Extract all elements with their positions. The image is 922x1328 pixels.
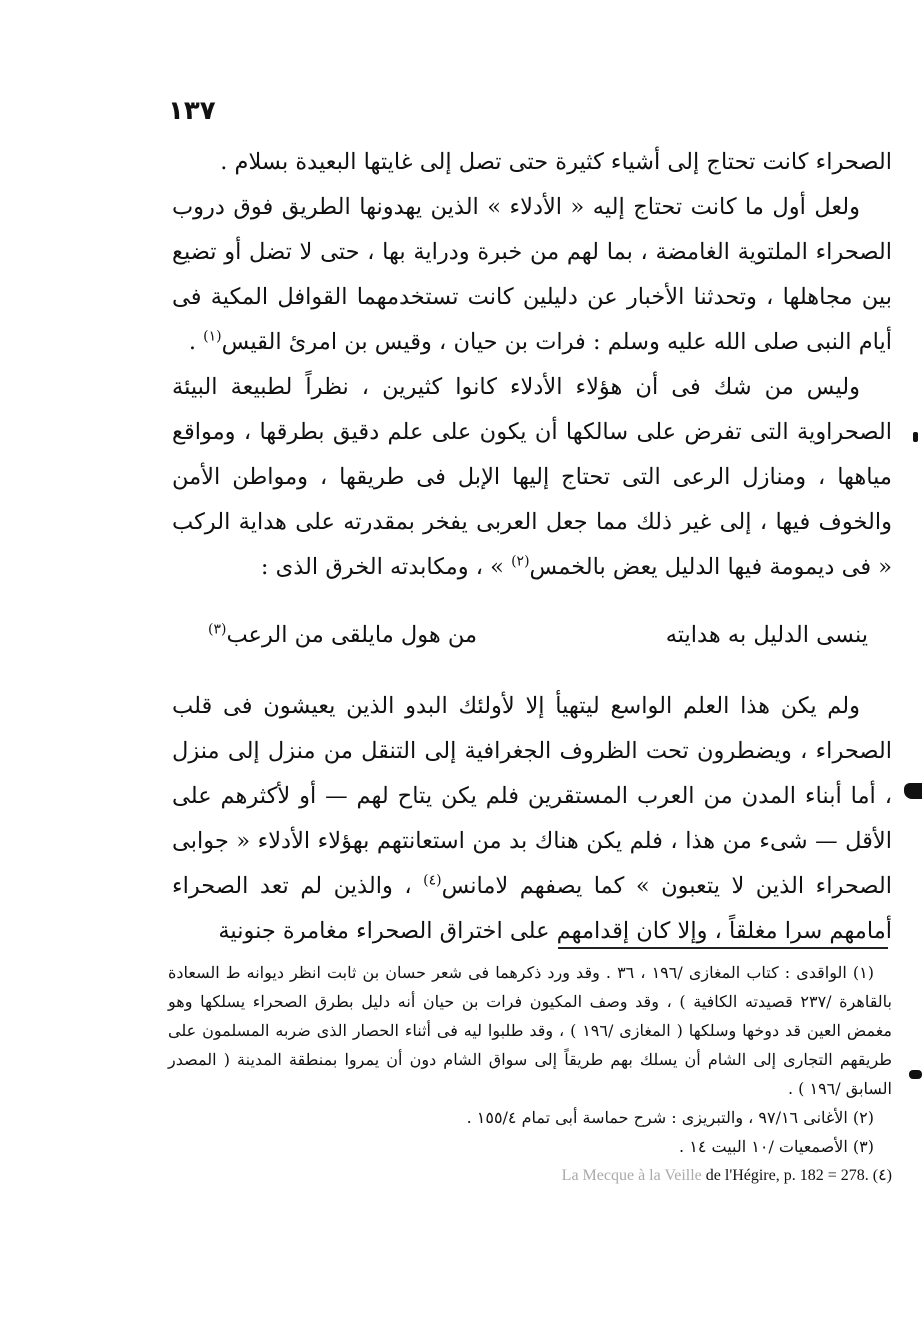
poem-hemistich-first: ينسى الدليل به هدايته	[665, 622, 868, 648]
scan-edge-mark	[909, 1070, 922, 1079]
footnote-item: (١) الواقدى : كتاب المغازى /١٩٦ ، ٣٦ . وقد ورد ذكرهما فى شعر حسان بن ثابت انظر ديوانه ط السعادة بالقاهرة /٢٣٧ قصيدته الكافية ) ، وقد وصف المكيون فرات بن حيان أنه دليل بطرق الصحراء يسلكها وهو مغمض العين قد دوخها وسلكها ( المغازى /١٩٦ ) ، وقد طلبوا ليه فى أثناء الحصار الذى ضربه المسلمون على طريقهم التجارى إلى الشام أن يسلك بهم طريقاً إلى سواق الشام دون أن يمروا بمنطقة المدينة ( المصدر السابق /١٩٦ ) .	[168, 963, 893, 1098]
paragraph: الصحراء كانت تحتاج إلى أشياء كثيرة حتى تصل إلى غايتها البعيدة بسلام .	[220, 149, 892, 175]
footnotes	[168, 958, 892, 1190]
paragraph: وليس من شك فى أن هؤلاء الأدلاء كانوا كثيرين ، نظراً لطبيعة البيئة الصحراوية التى تفرض على سالكها أن يكون على علم دقيق بطرقها ، ومواقع مياهها ، ومنازل الرعى التى تحتاج إليها الإبل فى طريقها ، ومواطن الأمن والخوف فيها ، إلى غير ذلك مما جعل العربى يفخر بمقدرته على هداية الركب « فى ديمومة فيها الدليل يعض بالخمس$^{(٢)}$ » ، ومكابدته الخرق الذى :	[172, 374, 892, 580]
poem-hemistich-second: من هول مايلقى من الرعب$^{(٣)}$	[208, 621, 478, 648]
footnote-ref: (٢)	[511, 553, 530, 570]
body-text-upper	[172, 140, 892, 590]
footnote-item: (٣) الأصمعيات /١٠ البيت ١٤ .	[679, 1137, 874, 1156]
footnote-ref: (٤)	[423, 872, 442, 889]
body-text-lower	[172, 684, 892, 954]
scan-edge-mark	[904, 783, 922, 799]
scan-edge-mark	[913, 432, 918, 442]
footnote-item-latin: La Mecque à la Veille de l'Hégire, p. 182 = 278. (٤)	[561, 1167, 892, 1184]
paragraph: ولم يكن هذا العلم الواسع ليتهيأ إلا لأولئك البدو الذين يعيشون فى قلب الصحراء ، ويضطرون تحت الظروف الجغرافية إلى التنقل من منزل إلى منزل ، أما أبناء المدن من العرب المستقرين فلم يكن يتاح لهم — أو لأكثرهم على الأقل — شىء من هذا ، فلم يكن هناك بد من استعانتهم بهؤلاء الأدلاء « جوابى الصحراء الذين لا يتعبون » كما يصفهم لامانس$^{(٤)}$ ، والذين لم تعد الصحراء أمامهم سرا مغلقاً ، وإلا كان إقدامهم على اختراق الصحراء مغامرة جنونية	[172, 693, 893, 944]
poem-verse	[208, 614, 868, 658]
paragraph: ولعل أول ما كانت تحتاج إليه « الأدلاء » الذين يهدونها الطريق فوق دروب الصحراء الملتوية الغامضة ، بما لهم من خبرة ودراية بها ، حتى لا تضل أو تضيع بين مجاهلها ، وتحدثنا الأخبار عن دليلين كانت تستخدمهما القوافل المكية فى أيام النبى صلى الله عليه وسلم : فرات بن حيان ، وقيس بن امرئ القيس$^{(١)}$ .	[172, 194, 892, 355]
footnote-divider	[558, 947, 888, 949]
page-number: ١٣٧	[168, 96, 216, 126]
footnote-item: (٢) الأغانى ٩٧/١٦ ، والتبريزى : شرح حماسة أبى تمام ١٥٥/٤ .	[466, 1108, 874, 1127]
footnote-ref: (٣)	[208, 621, 227, 638]
footnote-ref: (١)	[203, 328, 222, 345]
